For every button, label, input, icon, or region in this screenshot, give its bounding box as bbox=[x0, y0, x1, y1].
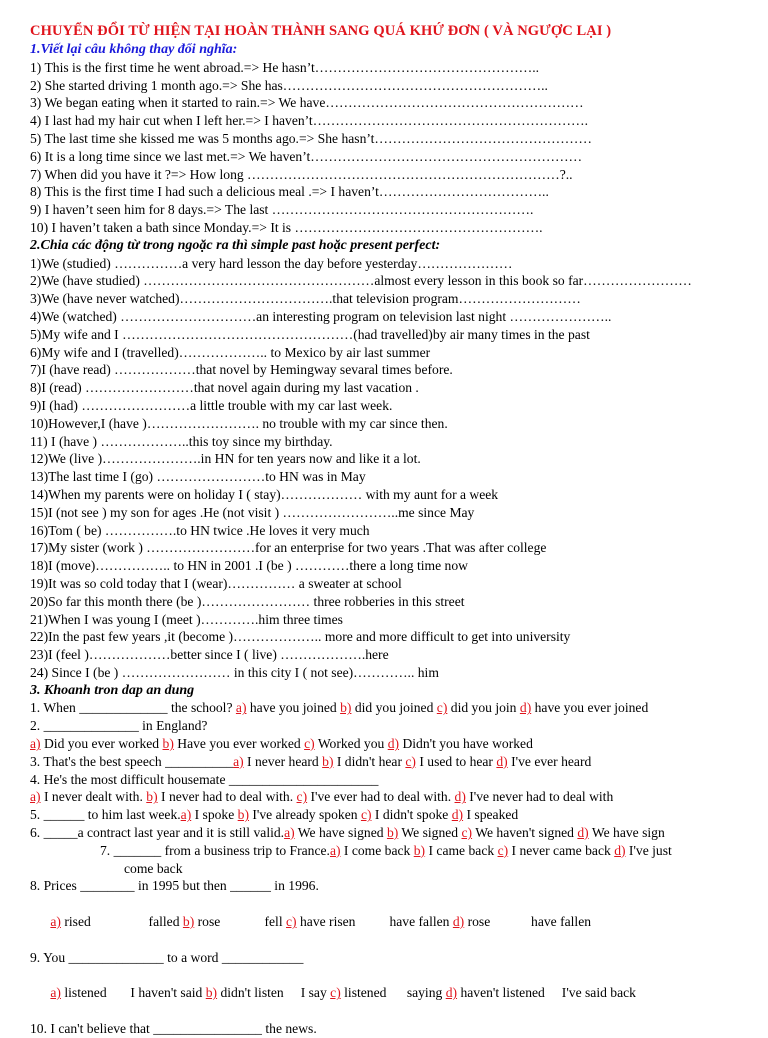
option-d[interactable]: d) bbox=[496, 753, 508, 769]
option-d[interactable]: d) bbox=[387, 736, 400, 752]
exercise2-item: 21)When I was young I (meet )………….him three times bbox=[30, 611, 343, 627]
option-b[interactable]: b) bbox=[205, 985, 218, 1001]
option-b-text: didn't listen I say bbox=[220, 985, 327, 1001]
option-c-text: Worked you bbox=[317, 736, 385, 752]
question-4-options bbox=[30, 788, 760, 806]
question-text: 9. You ______________ to a word ____________ bbox=[30, 949, 304, 965]
option-d[interactable]: d) bbox=[445, 985, 458, 1001]
question-4 bbox=[30, 771, 760, 789]
option-c-text: have risen have fallen bbox=[299, 914, 450, 930]
exercise2-item: 9)I (had) ……………………a little trouble with my car last week. bbox=[30, 397, 393, 413]
question-10 bbox=[30, 1020, 760, 1038]
option-d-text: I've never had to deal with bbox=[469, 789, 614, 805]
option-b-text: did you joined bbox=[354, 700, 434, 716]
question-8-options bbox=[30, 895, 760, 948]
option-d[interactable]: d) bbox=[614, 842, 626, 858]
option-a[interactable]: a) bbox=[233, 753, 244, 769]
option-c[interactable]: c) bbox=[296, 789, 308, 805]
option-c-text: I've ever had to deal with. bbox=[310, 789, 452, 805]
option-d[interactable]: d) bbox=[519, 700, 532, 716]
option-a-text: We have signed bbox=[297, 825, 384, 841]
question-text: 4. He's the most difficult housemate ______________________ bbox=[30, 771, 379, 787]
question-3 bbox=[30, 753, 760, 771]
exercise1-item: 7) When did you have it ?=> How long ……………………………………………………………?.. bbox=[30, 166, 573, 182]
option-a[interactable]: a) bbox=[180, 807, 192, 823]
question-2 bbox=[30, 717, 760, 735]
option-c[interactable]: c) bbox=[286, 914, 297, 930]
exercise2-item: 3)We (have never watched)…………………………….that television program……………………… bbox=[30, 291, 581, 307]
option-a[interactable]: a) bbox=[30, 736, 41, 752]
question-text: 3. That's the best speech __________ bbox=[30, 753, 234, 769]
exercise1-item: 10) I haven’t taken a bath since Monday.=> It is ………………………………………………. bbox=[30, 219, 543, 235]
exercise2-item: 2)We (have studied) ……………………………………………almost every lesson in this book so far…………………… bbox=[30, 273, 692, 289]
exercise1-item: 8) This is the first time I had such a delicious meal .=> I haven’t……………………………….. bbox=[30, 184, 549, 200]
option-b-text: rose fell bbox=[197, 914, 283, 930]
exercise2-item: 8)I (read) ……………………that novel again during my last vacation . bbox=[30, 380, 419, 396]
option-a[interactable]: a) bbox=[235, 700, 247, 716]
option-a-text: I spoke bbox=[194, 807, 235, 823]
option-d-text: I've just bbox=[628, 842, 672, 858]
option-b[interactable]: b) bbox=[413, 842, 426, 858]
option-b[interactable]: b) bbox=[146, 789, 158, 805]
option-d[interactable]: d) bbox=[577, 825, 589, 841]
question-text: 2. ______________ in England? bbox=[30, 718, 208, 734]
option-d[interactable]: d) bbox=[451, 807, 464, 823]
option-d[interactable]: d) bbox=[454, 789, 466, 805]
exercise2-item: 13)The last time I (go) ……………………to HN was in May bbox=[30, 469, 366, 485]
option-a-text: rised falled bbox=[64, 914, 180, 930]
section3-heading: 3. Khoanh tron dap an dung bbox=[30, 682, 195, 698]
option-d-text: I speaked bbox=[466, 807, 519, 823]
option-d[interactable]: d) bbox=[452, 914, 465, 930]
option-d-text: We have sign bbox=[591, 825, 665, 841]
exercise2-item: 23)I (feel )………………better since I ( live) ……………….here bbox=[30, 647, 389, 663]
section3-list bbox=[30, 699, 760, 1037]
option-a-text: listened I haven't said bbox=[64, 985, 203, 1001]
question-9-options bbox=[30, 966, 760, 1019]
option-a-text: Did you ever worked bbox=[43, 736, 160, 752]
option-a[interactable]: a) bbox=[329, 842, 341, 858]
option-d-text: haven't listened I've said back bbox=[460, 985, 636, 1001]
option-c[interactable]: c) bbox=[360, 807, 372, 823]
option-b[interactable]: b) bbox=[386, 825, 399, 841]
exercise2-item: 7)I (have read) ………………that novel by Hemingway sevaral times before. bbox=[30, 362, 453, 378]
exercise1-item: 6) It is a long time since we last met.=> We haven’t…………………………………………………… bbox=[30, 148, 583, 164]
exercise1-item: 9) I haven’t seen him for 8 days.=> The last …………………………………………………. bbox=[30, 202, 534, 218]
option-c[interactable]: c) bbox=[405, 753, 416, 769]
exercise1-item: 4) I last had my hair cut when I left her.=> I haven’t……………………………………………………. bbox=[30, 113, 588, 129]
question-9 bbox=[30, 949, 760, 967]
exercise2-item: 15)I (not see ) my son for ages .He (not visit ) ……………………..me since May bbox=[30, 504, 475, 520]
option-c-text: I didn't spoke bbox=[374, 807, 449, 823]
option-c-text: listened saying bbox=[344, 985, 443, 1001]
option-a[interactable]: a) bbox=[50, 985, 61, 1001]
exercise2-item: 18)I (move)…………….. to HN in 2001 .I (be ) …………there a long time now bbox=[30, 558, 468, 574]
option-b[interactable]: b) bbox=[322, 753, 334, 769]
question-8 bbox=[30, 877, 760, 895]
exercise2-item: 11) I (have ) ………………..this toy since my birthday. bbox=[30, 433, 333, 449]
option-b[interactable]: b) bbox=[340, 700, 352, 716]
option-d-text: rose have fallen bbox=[467, 914, 592, 930]
option-c-text: I used to hear bbox=[419, 753, 493, 769]
question-7 bbox=[30, 842, 760, 860]
option-d-text: Didn't you have worked bbox=[402, 736, 533, 752]
option-c-text: We haven't signed bbox=[475, 825, 574, 841]
exercise2-item: 22)In the past few years ,it (become )……………….. more and more difficult to get into university bbox=[30, 629, 571, 645]
option-c[interactable]: c) bbox=[304, 736, 315, 752]
exercise1-item: 5) The last time she kissed me was 5 months ago.=> She hasn’t………………………………………… bbox=[30, 130, 592, 146]
section1-heading: 1.Viết lại câu không thay đổi nghĩa: bbox=[30, 42, 238, 57]
option-b-text: I've already spoken bbox=[252, 807, 358, 823]
option-a-text: I never heard bbox=[247, 753, 319, 769]
exercise2-item: 12)We (live )………………….in HN for ten years now and like it a lot. bbox=[30, 451, 421, 467]
option-c[interactable]: c) bbox=[497, 842, 509, 858]
option-a-text: I never dealt with. bbox=[43, 789, 143, 805]
option-c[interactable]: c) bbox=[330, 985, 341, 1001]
question-6 bbox=[30, 824, 760, 842]
exercise2-item: 20)So far this month there (be )…………………… three robberies in this street bbox=[30, 593, 465, 609]
option-c-text: I never came back bbox=[511, 842, 611, 858]
question-7-continuation: come back bbox=[124, 860, 183, 876]
option-a[interactable]: a) bbox=[284, 825, 295, 841]
question-5 bbox=[30, 806, 760, 824]
question-text: 5. ______ to him last week. bbox=[30, 807, 181, 823]
exercise1-item: 1) This is the first time he went abroad.=> He hasn’t………………………………………….. bbox=[30, 59, 540, 75]
option-c-text: did you join bbox=[450, 700, 517, 716]
option-b-text: I didn't hear bbox=[336, 753, 402, 769]
question-text: 6. _____a contract last year and it is still valid. bbox=[30, 825, 285, 841]
exercise1-item: 2) She started driving 1 month ago.=> She has………………………………………………….. bbox=[30, 77, 548, 93]
option-b[interactable]: b) bbox=[237, 807, 249, 823]
question-text: 1. When _____________ the school? bbox=[30, 700, 233, 716]
question-1 bbox=[30, 699, 760, 717]
exercise1-item: 3) We began eating when it started to rain.=> We have………………………………………………… bbox=[30, 95, 584, 111]
question-text: 8. Prices ________ in 1995 but then ______ in 1996. bbox=[30, 878, 319, 894]
exercise2-item: 1)We (studied) ……………a very hard lesson the day before yesterday………………… bbox=[30, 255, 513, 271]
option-b-text: We signed bbox=[401, 825, 459, 841]
option-a[interactable]: a) bbox=[30, 789, 41, 805]
worksheet-title: CHUYỂN ĐỔI TỪ HIỆN TẠI HOÀN THÀNH SANG QUÁ KHỨ ĐƠN ( VÀ NGƯỢC LẠI ) bbox=[30, 23, 612, 39]
option-c[interactable]: c) bbox=[436, 700, 448, 716]
exercise2-item: 4)We (watched) …………………………an interesting program on television last night ………………….. bbox=[30, 308, 612, 324]
worksheet-page bbox=[30, 22, 760, 1038]
option-d-text: have you ever joined bbox=[534, 700, 649, 716]
option-b-text: I came back bbox=[428, 842, 495, 858]
exercise2-item: 6)My wife and I (travelled)……………….. to Mexico by air last summer bbox=[30, 344, 431, 360]
option-a-text: have you joined bbox=[249, 700, 337, 716]
exercise2-item: 24) Since I (be ) …………………… in this city I ( not see)………….. him bbox=[30, 664, 439, 680]
exercise2-item: 17)My sister (work ) ……………………for an enterprise for two years .That was after college bbox=[30, 540, 547, 556]
exercise2-item: 14)When my parents were on holiday I ( stay)……………… with my aunt for a week bbox=[30, 486, 499, 502]
exercise2-item: 5)My wife and I ……………………………………………(had travelled)by air many times in the past bbox=[30, 326, 590, 342]
exercise2-item: 16)Tom ( be) …………….to HN twice .He loves it very much bbox=[30, 522, 370, 538]
exercise2-item: 19)It was so cold today that I (wear)…………… a sweater at school bbox=[30, 575, 402, 591]
section1-list bbox=[30, 59, 760, 237]
question-text: 7. _______ from a business trip to France. bbox=[100, 842, 330, 858]
option-a[interactable]: a) bbox=[50, 914, 61, 930]
option-c[interactable]: c) bbox=[461, 825, 473, 841]
section2-heading: 2.Chia các động từ trong ngoặc ra thì simple past hoặc present perfect: bbox=[30, 237, 441, 253]
option-a-text: I come back bbox=[343, 842, 411, 858]
option-b[interactable]: b) bbox=[162, 736, 174, 752]
option-b-text: Have you ever worked bbox=[177, 736, 301, 752]
option-b[interactable]: b) bbox=[182, 914, 195, 930]
section2-list bbox=[30, 255, 760, 682]
option-d-text: I've ever heard bbox=[511, 753, 592, 769]
question-2-options bbox=[30, 735, 760, 753]
exercise2-item: 10)However,I (have )……………………. no trouble with my car since then. bbox=[30, 415, 448, 431]
question-text: 10. I can't believe that ________________ the news. bbox=[30, 1020, 317, 1036]
option-b-text: I never had to deal with. bbox=[161, 789, 294, 805]
